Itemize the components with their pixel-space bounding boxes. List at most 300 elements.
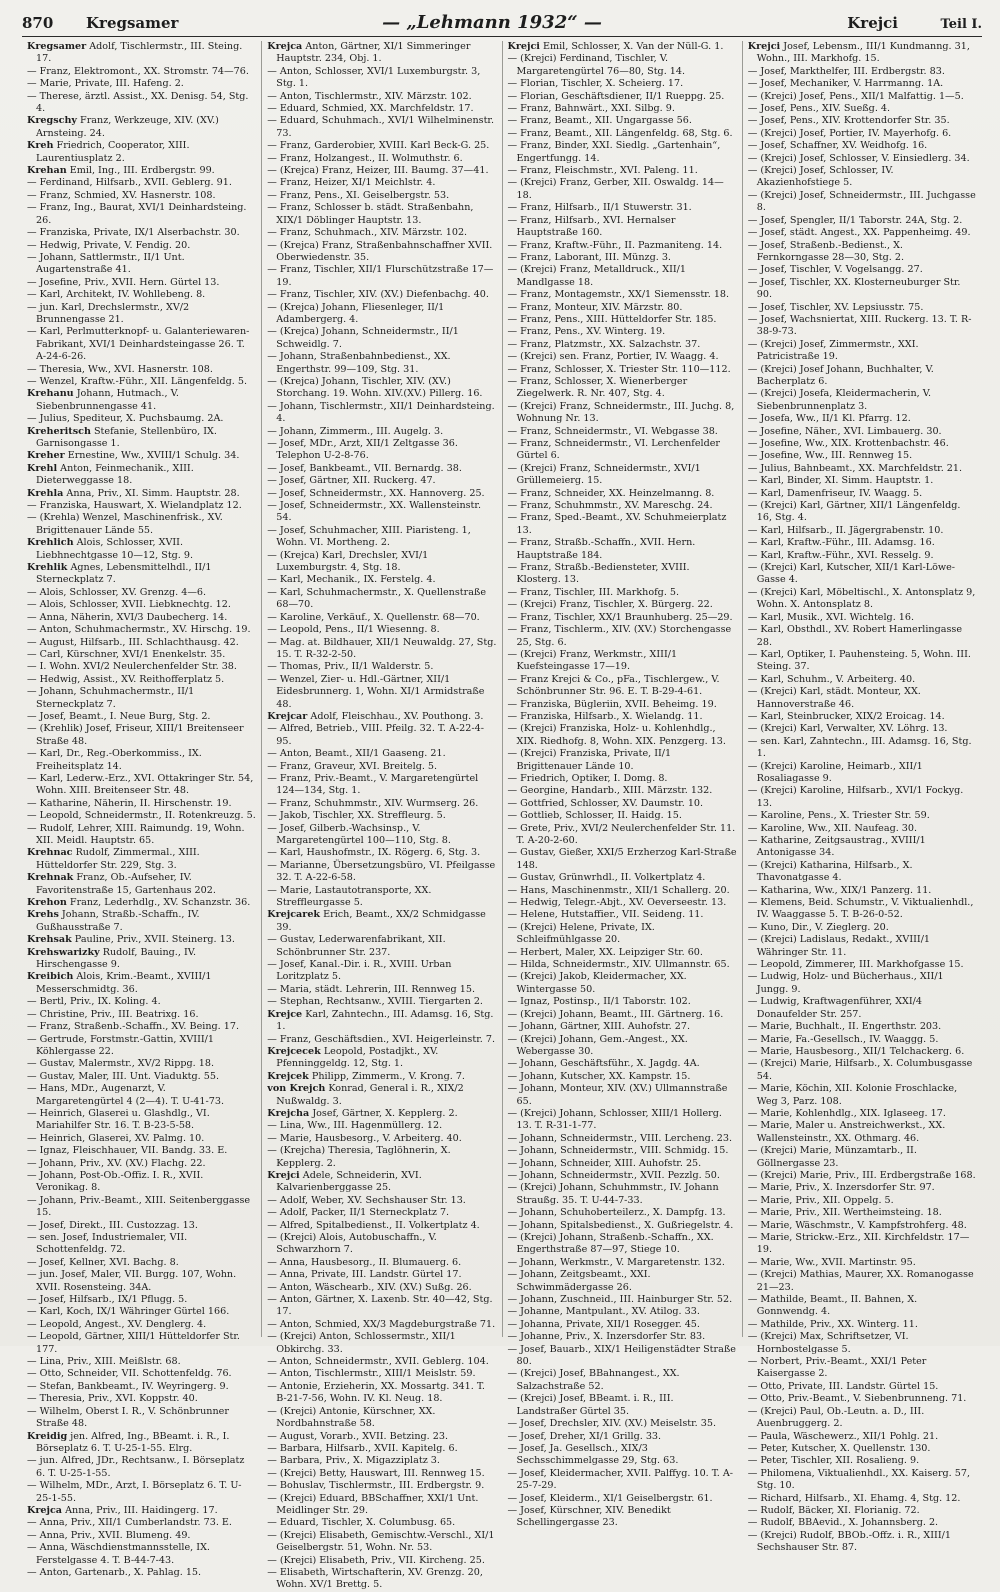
entry-text: — Karl, Optiker, I. Pauhensteing. 5, Wohn. III. Steing. 37. — [747, 648, 971, 673]
entry-text: — Wilhelm, MDr., Arzt, I. Börseplatz 6. T. U-25-1-55. — [27, 1480, 242, 1504]
directory-entry — [748, 1443, 977, 1455]
entry-text: — Anna, Näherin, XVI/3 Daubecherg. 14. — [27, 611, 228, 623]
directory-entry — [748, 860, 977, 885]
entry-text: — Bertl, Priv., IX. Koling. 4. — [27, 996, 161, 1008]
entry-text: — (Krejci) Josef, BBahnangest., XX. Salzachstraße 52. — [507, 1368, 680, 1392]
directory-entry — [27, 488, 256, 500]
directory-entry — [508, 1393, 737, 1418]
directory-entry — [27, 1257, 256, 1269]
directory-entry — [508, 711, 737, 723]
directory-entry — [267, 748, 496, 760]
directory-entry — [27, 1108, 256, 1133]
entry-text: — (Krejci) Josef, Schlosser, V. Einsiedlerg. 34. — [747, 152, 970, 164]
directory-entry — [27, 500, 256, 512]
entry-text: — Rudolf, Bäcker, XI. Florianig. 72. — [747, 1504, 920, 1516]
entry-text: — Johann, Priv.-Beamt., XIII. Seitenberggasse 15. — [27, 1194, 251, 1219]
entry-text: — (Krejci) Franziska, Private, II/1 Brigittenauer Lände 10. — [507, 748, 672, 772]
directory-entry — [27, 1306, 256, 1318]
directory-entry — [508, 1145, 737, 1157]
directory-entry — [748, 190, 977, 215]
entry-text: — (Krejca) Franz, Heizer, III. Baumg. 37—41. — [267, 165, 489, 177]
directory-entry — [508, 996, 737, 1008]
surname-heading: Krejcarek — [267, 909, 321, 921]
directory-entry — [27, 227, 256, 239]
entry-text: — Ignaz, Postinsp., II/1 Taborstr. 102. — [507, 996, 691, 1008]
directory-entry — [27, 512, 256, 537]
directory-entry — [748, 438, 977, 450]
entry-text: — Leopold, Gärtner, XIII/1 Hütteldorfer Str. 177. — [27, 1331, 240, 1355]
directory-entry — [508, 53, 737, 78]
directory-entry — [27, 1071, 256, 1083]
entry-text: — Karl, Schuhmachermstr., X. Quellenstraße 68—70. — [267, 586, 487, 611]
entry-text: — Marie, Hausbesorg., XII/1 Telchackerg. 6. — [747, 1045, 965, 1057]
directory-entry — [27, 773, 256, 798]
directory-entry — [27, 1058, 256, 1070]
entry-text: — (Krejci) Josef, Schlosser, IV. Akazienhofstiege 5. — [747, 165, 894, 189]
entry-text: Rudolf, Zimmermal., XIII. Hütteldorfer Str. 229, Stg. 3. — [36, 847, 200, 871]
directory-entry — [748, 971, 977, 996]
directory-entry — [508, 1331, 737, 1343]
entry-text: — Johann, Priv., XV. (XV.) Flachg. 22. — [27, 1157, 206, 1169]
directory-entry — [748, 612, 977, 624]
entry-text: — Josef, Spengler, II/1 Taborstr. 24A, Stg. 2. — [747, 214, 963, 226]
directory-entry — [508, 674, 737, 699]
entry-text: — (Krejci) Karl, Möbeltischl., X. Antonsplatz 9, Wohn. X. Antonsplatz 8. — [747, 586, 976, 611]
entry-text: — Adolf, Packer, II/1 Sterneckplatz 7. — [267, 1207, 450, 1219]
directory-entry — [267, 1567, 496, 1592]
directory-entry — [508, 649, 737, 674]
surname-heading: Krehs — [27, 909, 59, 921]
entry-text: — jun. Alfred, JDr., Rechtsanw., I. Börseplatz 6. T. U-25-1-55. — [27, 1455, 245, 1479]
directory-entry — [508, 240, 737, 252]
directory-entry — [508, 215, 737, 240]
directory-entry — [27, 1220, 256, 1232]
directory-entry — [508, 537, 737, 562]
entry-text: — Julius, Bahnbeamt., XX. Marchfeldstr. 21. — [747, 462, 963, 474]
column-1 — [22, 41, 262, 1578]
directory-entry — [508, 426, 737, 438]
directory-entry — [27, 1406, 256, 1431]
directory-entry — [267, 376, 496, 401]
directory-entry — [508, 512, 737, 537]
entry-text: — Karl, Haushofmstr., IX. Rögerg. 6, Stg. 3. — [267, 847, 481, 859]
surname-heading: Krejca — [27, 1504, 63, 1516]
entry-text: — Franz, Elektromont., XX. Stromstr. 74—76. — [27, 65, 249, 77]
directory-entry — [27, 537, 256, 562]
directory-entry — [267, 190, 496, 202]
directory-entry — [27, 450, 256, 462]
entry-text: — (Krejci) Josefa, Kleidermacherin, V. Siebenbrunnenplatz 3. — [747, 388, 932, 412]
entry-text: — Franz, Fleischmstr., XVI. Paleng. 11. — [507, 165, 698, 177]
directory-entry — [267, 1120, 496, 1132]
entry-text: — Marie, Wäschmstr., V. Kampfstrohferg. 48. — [747, 1219, 967, 1231]
entry-text: — Johann, Gärtner, XIII. Auhofstr. 27. — [507, 1021, 691, 1033]
entry-text: — Josef, Tischler, XV. Lepsiusstr. 75. — [747, 301, 924, 313]
entry-text: — Jakob, Tischler, XX. Streffleurg. 5. — [267, 810, 446, 822]
entry-text: Franz, Lederhdlg., XV. Schanzstr. 36. — [66, 897, 251, 909]
entry-text: — Franz, Bahnwärt., XXI. Silbg. 9. — [507, 103, 675, 115]
directory-entry — [267, 463, 496, 475]
directory-entry — [267, 661, 496, 673]
entry-text: — Gustav, Lederwarenfabrikant, XII. Schönbrunner Str. 237. — [267, 934, 446, 958]
entry-text: — (Krejci) Josef, Zimmermstr., XXI. Patricistraße 19. — [747, 338, 919, 363]
entry-text: — Theresia, Priv., XVI. Koppstr. 40. — [27, 1393, 198, 1405]
directory-entry — [508, 500, 737, 512]
directory-entry — [748, 339, 977, 364]
entry-text: — Hedwig, Private, V. Fendig. 20. — [27, 239, 191, 251]
surname-heading: Krejci — [267, 1169, 300, 1181]
entry-text: — (Krejci) Karl, Kutscher, XII/1 Karl-Löwe-Gasse 4. — [747, 562, 956, 586]
surname-heading: Krehlich — [27, 537, 74, 549]
entry-text: — Josef, Beamt., I. Neue Burg, Stg. 2. — [27, 710, 211, 722]
entry-text: — Franziska, Bügleriin, XVII. Beheimg. 19. — [507, 698, 717, 710]
entry-text: — (Krejci) Elisabeth, Gemischtw.-Verschl., XI/1 Geiselbergstr. 51, Wohn. Nr. 53. — [267, 1529, 495, 1554]
directory-entry — [267, 202, 496, 227]
entry-text: — Anton, Beamt., XII/1 Gaaseng. 21. — [267, 748, 446, 760]
entry-text: — Friedrich, Optiker, I. Domg. 8. — [507, 772, 668, 784]
directory-entry — [748, 934, 977, 959]
column-4 — [743, 41, 982, 1554]
directory-entry — [27, 872, 256, 897]
entry-text: — Maria, städt. Lehrerin, III. Rennweg 15. — [267, 983, 475, 995]
directory-entry — [508, 1021, 737, 1033]
directory-entry — [267, 1170, 496, 1195]
entry-text: — Stefan, Bankbeamt., IV. Weyringerg. 9. — [27, 1380, 229, 1392]
directory-entry — [27, 1381, 256, 1393]
directory-entry — [748, 1083, 977, 1108]
directory-entry — [508, 78, 737, 90]
entry-text: Anton, Gärtner, XI/1 Simmeringer Hauptstr. 234, Obj. 1. — [276, 41, 471, 65]
entry-text: — Franz, Schmied, XV. Hasnerstr. 108. — [27, 189, 216, 201]
directory-entry — [508, 773, 737, 785]
entry-text: — Marie, Köchin, XII. Kolonie Froschlacke, Weg 3, Parz. 108. — [747, 1083, 958, 1107]
directory-entry — [748, 66, 977, 78]
entry-text: — Johann, Schneidermstr., VIII. Lercheng. 23. — [507, 1132, 733, 1144]
directory-entry — [748, 1381, 977, 1393]
entry-text: — Karl, Hilfsarb., II. Jägergrabenstr. 10. — [747, 524, 944, 536]
surname-heading: Krejca — [267, 41, 303, 52]
entry-text: — (Krejci) Marie, Priv., III. Erdbergstraße 168. — [747, 1169, 976, 1181]
entry-text: — Johann, Tischlermstr., XII/1 Deinhardsteing. 4. — [267, 400, 495, 425]
directory-entry — [748, 140, 977, 152]
entry-text: — Franz, Holzangest., II. Wolmuthstr. 6. — [267, 152, 463, 164]
entry-text: Adele, Schneiderin, XVI. Kalvarienberggasse 25. — [276, 1169, 422, 1194]
entry-text: — Josef, Hilfsarb., IX/1 Pflugg. 5. — [27, 1294, 188, 1306]
directory-entry — [748, 550, 977, 562]
directory-entry — [748, 1058, 977, 1083]
directory-entry — [508, 202, 737, 214]
entry-text: — Wenzel, Kraftw.-Führ., XII. Längenfeldg. 5. — [27, 375, 248, 387]
entry-text: — Johann, Monteur, XIV. (XV.) Ullmannstraße 65. — [507, 1083, 728, 1107]
entry-text: — Josefa, Ww., II/1 Kl. Pfarrg. 12. — [747, 413, 911, 425]
entry-text: — Franz, Schlosser b. städt. Straßenbahn, XIX/1 Döblinger Hauptstr. 13. — [267, 202, 474, 226]
directory-entry — [27, 252, 256, 277]
entry-text: — Gustav, Grünwrhdl., II. Volkertplatz 4. — [507, 872, 706, 884]
entry-text: — (Krejci) Josef, Pens., XII/1 Malfattig. 1—5. — [747, 90, 964, 102]
directory-entry — [748, 1170, 977, 1182]
entry-text: — Anton, Wäschearb., XIV. (XV.) Sußg. 26. — [267, 1281, 472, 1293]
entry-text: — Peter, Kutscher, X. Quellenstr. 130. — [747, 1442, 931, 1454]
directory-entry — [508, 91, 737, 103]
entry-text: Adolf, Fleischhau., XV. Pouthong. 3. — [307, 710, 484, 722]
directory-entry — [508, 1319, 737, 1331]
entry-text: — Franziska, Hauswart, X. Wielandplatz 12. — [27, 500, 242, 512]
directory-entry — [27, 388, 256, 413]
directory-entry — [748, 1021, 977, 1033]
entry-text: — (Krejci) Rudolf, BBOb.-Offz. i. R., XIII/1 Sechshauser Str. 87. — [747, 1529, 951, 1554]
directory-entry — [27, 1431, 256, 1456]
entry-text: — (Krejci) Marie, Hilfsarb., X. Columbusgasse 54. — [747, 1058, 973, 1082]
directory-entry — [267, 761, 496, 773]
directory-entry — [508, 1009, 737, 1021]
directory-entry — [748, 128, 977, 140]
directory-entry — [27, 426, 256, 451]
entry-text: — Josef, Gilberb.-Wachsinsp., V. Margaretengürtel 100—110, Stg. 8. — [267, 822, 451, 846]
surname-heading: Krejcek — [267, 1070, 309, 1082]
directory-entry — [508, 1418, 737, 1430]
directory-entry — [508, 1034, 737, 1059]
entry-text: — Josef, städt. Angest., XX. Pappenheimg. 49. — [747, 227, 971, 239]
surname-heading: Krejci — [747, 41, 781, 52]
directory-entry — [508, 1182, 737, 1207]
entry-text: — Johann, Schneidermstr., VIII. Schmidg. 15. — [507, 1145, 729, 1157]
entry-text: — Ignaz, Fleischhauer, VII. Bandg. 33. E. — [27, 1145, 228, 1157]
directory-entry — [27, 624, 256, 636]
directory-entry — [748, 835, 977, 860]
entry-text: — Johann, Schneidermstr., XVII. Pezzlg. 50. — [507, 1169, 720, 1181]
directory-entry — [27, 177, 256, 189]
page-header — [22, 12, 982, 37]
entry-text: — Franz, Hilfsarb., II/1 Stuwerstr. 31. — [507, 202, 692, 214]
directory-entry — [267, 401, 496, 426]
entry-text: — Hedwig, Telegr.-Abjt., XV. Oeverseestr. 13. — [507, 897, 727, 909]
directory-entry — [267, 1381, 496, 1406]
directory-entry — [267, 723, 496, 748]
entry-text: — Franz, Montagemstr., XX/1 Siemensstr. 18. — [507, 289, 730, 301]
entry-text: Stefanie, Stellenbüro, IX. Garnisongasse 1. — [36, 425, 217, 449]
directory-entry — [267, 909, 496, 934]
directory-entry — [748, 1406, 977, 1431]
entry-text: — Katharine, Näherin, II. Hirschenstr. 19. — [27, 797, 232, 809]
directory-entry — [748, 1517, 977, 1529]
entry-text: — Johann, Zuschneid., III. Hainburger Str. 52. — [507, 1294, 733, 1306]
entry-text: Konrad, General i. R., XIX/2 Nußwaldg. 3. — [276, 1083, 464, 1107]
entry-text: — sen. Josef, Industriemaler, VII. Schottenfeldg. 72. — [27, 1232, 188, 1256]
entry-text: — Peter, Tischler, XII. Rosalieng. 9. — [747, 1455, 920, 1467]
entry-text: — Alfred, Betrieb., VIII. Pfeilg. 32. T. A-22-4-95. — [267, 723, 484, 747]
directory-entry — [748, 103, 977, 115]
entry-text: — Franz, Tischler, III. Markhofg. 5. — [507, 586, 680, 598]
entry-text: — Wenzel, Zier- u. Hdl.-Gärtner, XII/1 Eidesbrunnerg. 1, Wohn. XI/1 Armidstraße 48. — [267, 673, 485, 710]
directory-entry — [267, 1443, 496, 1455]
directory-entry — [27, 1021, 256, 1033]
directory-entry — [748, 525, 977, 537]
entry-text: — Johann, Post-Ob.-Offiz. I. R., XVII. Veronikag. 8. — [27, 1169, 204, 1194]
entry-text: — Franz, Schneidermstr., VI. Lerchenfelder Gürtel 6. — [507, 438, 721, 462]
directory-entry — [267, 103, 496, 115]
directory-entry — [508, 847, 737, 872]
directory-entry — [508, 885, 737, 897]
entry-text: — Marie, Ww., XVII. Martinstr. 95. — [747, 1256, 916, 1268]
directory-entry — [27, 897, 256, 909]
directory-entry — [267, 847, 496, 859]
entry-text: — Eduard, Schuhmach., XVI/1 Wilhelminenstr. 73. — [267, 115, 495, 139]
entry-text: — Ludwig, Kraftwagenführer, XXI/4 Donaufelder Str. 257. — [747, 996, 923, 1020]
directory-entry — [267, 488, 496, 500]
directory-entry — [267, 1555, 496, 1567]
directory-entry — [508, 1133, 737, 1145]
surname-heading: Krehon — [27, 897, 67, 909]
directory-entry — [27, 1368, 256, 1380]
directory-entry — [267, 153, 496, 165]
directory-entry — [748, 649, 977, 674]
directory-entry — [267, 1034, 496, 1046]
directory-entry — [508, 1443, 737, 1468]
directory-entry — [27, 364, 256, 376]
entry-text: — Karoline, Ww., XII. Naufeag. 30. — [747, 822, 918, 834]
directory-entry — [27, 599, 256, 611]
directory-entry — [267, 1071, 496, 1083]
directory-entry — [267, 1331, 496, 1356]
directory-entry — [748, 1257, 977, 1269]
entry-text: — Josef, Kellner, XVI. Bachg. 8. — [27, 1256, 179, 1268]
directory-entry — [508, 351, 737, 363]
directory-entry — [508, 810, 737, 822]
entry-text: — Ludwig, Holz- und Bücherhaus., XII/1 Jungg. 9. — [747, 971, 944, 995]
entry-text: — Marie, Priv., XII. Wertheimsteing. 18. — [747, 1207, 942, 1219]
directory-entry — [748, 165, 977, 190]
entry-text: — Karl, Perlmutterknopf- u. Galanteriewaren-Fabrikant, XVI/1 Deinhardsteingasse 26. T. A-24-6-26. — [27, 326, 250, 363]
directory-entry — [27, 1009, 256, 1021]
directory-entry — [267, 525, 496, 550]
directory-entry — [508, 1368, 737, 1393]
directory-entry — [267, 996, 496, 1008]
entry-text: — (Krejci) Josef Johann, Buchhalter, V. Bacherplatz 6. — [747, 363, 934, 387]
directory-entry — [267, 240, 496, 265]
directory-entry — [267, 91, 496, 103]
directory-entry — [748, 723, 977, 735]
directory-entry — [508, 971, 737, 996]
entry-text: — Franz, Beamt., XII. Ungargasse 56. — [507, 115, 692, 127]
entry-text: — (Krehla) Wenzel, Maschinenfrisk., XV. Brigittenauer Lände 55. — [27, 512, 223, 536]
directory-entry — [267, 115, 496, 140]
entry-text: — Karoline, Pens., X. Triester Str. 59. — [747, 810, 930, 822]
entry-text: — Florian, Geschäftsdiener, II/1 Rueppg. 25. — [507, 90, 725, 102]
entry-text: — Ferdinand, Hilfsarb., XVII. Geblerg. 91. — [27, 177, 232, 189]
directory-entry — [27, 686, 256, 711]
entry-text: Ernestine, Ww., XVIII/1 Schulg. 34. — [64, 450, 240, 462]
entry-text: — Karl, Kraftw.-Führ., XVI. Resselg. 9. — [747, 549, 934, 561]
entry-text: — Stephan, Rechtsanw., XVIII. Tiergarten 2. — [267, 996, 483, 1008]
directory-entry — [27, 1232, 256, 1257]
entry-text: Franz, Ob.-Aufseher, IV. Favoritenstraße 15, Gartenhaus 202. — [36, 872, 216, 896]
directory-entry — [27, 1331, 256, 1356]
entry-text: — Hans, MDr., Augenarzt, V. Margaretengürtel 4 (2—4). T. U-41-73. — [27, 1083, 225, 1107]
entry-text: — Marie, Priv., XII. Oppelg. 5. — [747, 1194, 894, 1206]
surname-heading: Krehsak — [27, 934, 72, 946]
directory-entry — [508, 264, 737, 289]
directory-entry — [748, 1232, 977, 1257]
directory-entry — [748, 897, 977, 922]
directory-entry — [267, 1009, 496, 1034]
entry-text: — (Krejci) Johann, Schuhmmstr., IV. Johann Straußg. 35. T. U-44-7-33. — [507, 1182, 719, 1206]
directory-entry — [27, 302, 256, 327]
directory-entry — [508, 488, 737, 500]
entry-text: — Karl, Mechanik., IX. Ferstelg. 4. — [267, 574, 436, 586]
directory-entry — [748, 115, 977, 127]
directory-entry — [267, 1195, 496, 1207]
directory-entry — [27, 1517, 256, 1529]
entry-text: — Franz, Beamt., XII. Längenfeldg. 68, Stg. 6. — [507, 127, 733, 139]
entry-text: — Josef, Tischler, V. Vogelsangg. 27. — [747, 264, 923, 276]
entry-text: — Johann, Schuhoberteilerz., X. Dampfg. 13. — [507, 1207, 726, 1219]
entry-text: — (Krejci) Franz, Schneidermstr., III. Juchg. 8, Wohnung Nr. 13. — [507, 400, 735, 425]
entry-text: — Alfred, Spitalbedienst., II. Volkertplatz 4. — [267, 1219, 480, 1231]
entry-text: — Marie, Buchhalt., II. Engerthstr. 203. — [747, 1021, 942, 1033]
entry-text: — Johann, Zeitgsbeamt., XXI. Schwimmädergasse 26. — [507, 1269, 651, 1293]
entry-text: — Franz, Sped.-Beamt., XV. Schuhmeierplatz 13. — [507, 512, 727, 536]
entry-text: — Mag. at. Bildhauer, XII/1 Neuwaldg. 27, Stg. 15. T. R-32-2-50. — [267, 636, 497, 660]
directory-entry — [508, 1158, 737, 1170]
entry-text: Alois, Schlosser, XVII. Liebhnechtgasse 10—12, Stg. 9. — [36, 537, 194, 561]
entry-text: — Katharina, Ww., XIX/1 Panzerg. 11. — [747, 884, 932, 896]
directory-entry — [748, 810, 977, 822]
directory-entry — [27, 1170, 256, 1195]
directory-entry — [508, 128, 737, 140]
directory-entry — [508, 897, 737, 909]
entry-text: — Eduard, Tischler, X. Columbusg. 65. — [267, 1517, 456, 1529]
directory-entry — [748, 314, 977, 339]
directory-entry — [267, 550, 496, 575]
entry-text: — Johann, Sattlermstr., II/1 Unt. Augartenstraße 41. — [27, 251, 185, 276]
directory-entry — [267, 711, 496, 723]
entry-text: — Herbert, Maler, XX. Leipziger Str. 60. — [507, 946, 703, 958]
entry-text: — (Krejci) Elisabeth, Priv., VII. Kircheng. 25. — [267, 1554, 485, 1566]
entry-text: — (Krejci) Johann, Schlosser, XIII/1 Hollerg. 13. T. R-31-1-77. — [507, 1107, 722, 1132]
entry-text: — Otto, Private, III. Landstr. Gürtel 15. — [747, 1380, 939, 1392]
entry-text: — Rudolf, Lehrer, XIII. Raimundg. 19, Wohn. XII. Meidl. Hauptstr. 65. — [27, 822, 245, 846]
entry-text: — Karl, Architekt, IV. Wohllebeng. 8. — [27, 289, 206, 301]
surname-heading: Kregschy — [27, 115, 77, 127]
directory-entry — [267, 475, 496, 487]
directory-entry — [508, 624, 737, 649]
entry-text: — (Krejci) Eduard, BBSchaffner, XXI/1 Unt. Meidlinger Str. 29. — [267, 1492, 479, 1516]
entry-text: — Richard, Hilfsarb., XI. Ehamg. 4, Stg. 12. — [747, 1492, 961, 1504]
directory-entry — [27, 847, 256, 872]
entry-text: — Marie, Private, III. Hafeng. 2. — [27, 78, 184, 90]
entry-text: — Karl, Kraftw.-Führ., III. Adamsg. 16. — [747, 537, 935, 549]
directory-entry — [748, 302, 977, 314]
directory-entry — [748, 277, 977, 302]
entry-text: — Franz, Schneider, XX. Heinzelmanng. 8. — [507, 487, 715, 499]
entry-text: — Franz, Pens., XI. Geiselbergstr. 53. — [267, 189, 450, 201]
entry-text: — Marie, Priv., X. Inzersdorfer Str. 97. — [747, 1182, 935, 1194]
directory-entry — [267, 1319, 496, 1331]
entry-text: — Franz, Straßb.-Schaffn., XVII. Hern. Hauptstraße 184. — [507, 537, 696, 561]
entry-text: — Marie, Fa.-Gesellsch., IV. Waaggg. 5. — [747, 1033, 939, 1045]
entry-text: — Grete, Priv., XVI/2 Neulerchenfelder Str. 11. T. A-20-2-60. — [507, 822, 736, 846]
directory-entry — [267, 66, 496, 91]
directory-entry — [748, 488, 977, 500]
entry-text: — Julius, Spediteur, X. Puchsbaumg. 2A. — [27, 413, 224, 425]
directory-entry — [267, 326, 496, 351]
entry-text: — Johann, Straßenbahnbedienst., XX. Engerthstr. 99—109, Stg. 31. — [267, 351, 451, 375]
directory-entry — [508, 599, 737, 611]
entry-text: — Marie, Lastautotransporte, XX. Streffleurgasse 5. — [267, 884, 432, 909]
entry-text: — Leopold, Schneidermstr., II. Rotenkreuzg. 5. — [27, 810, 256, 822]
entry-text: — Josef, Bauarb., XIX/1 Heiligenstädter Straße 80. — [507, 1343, 736, 1368]
directory-entry — [267, 1493, 496, 1518]
